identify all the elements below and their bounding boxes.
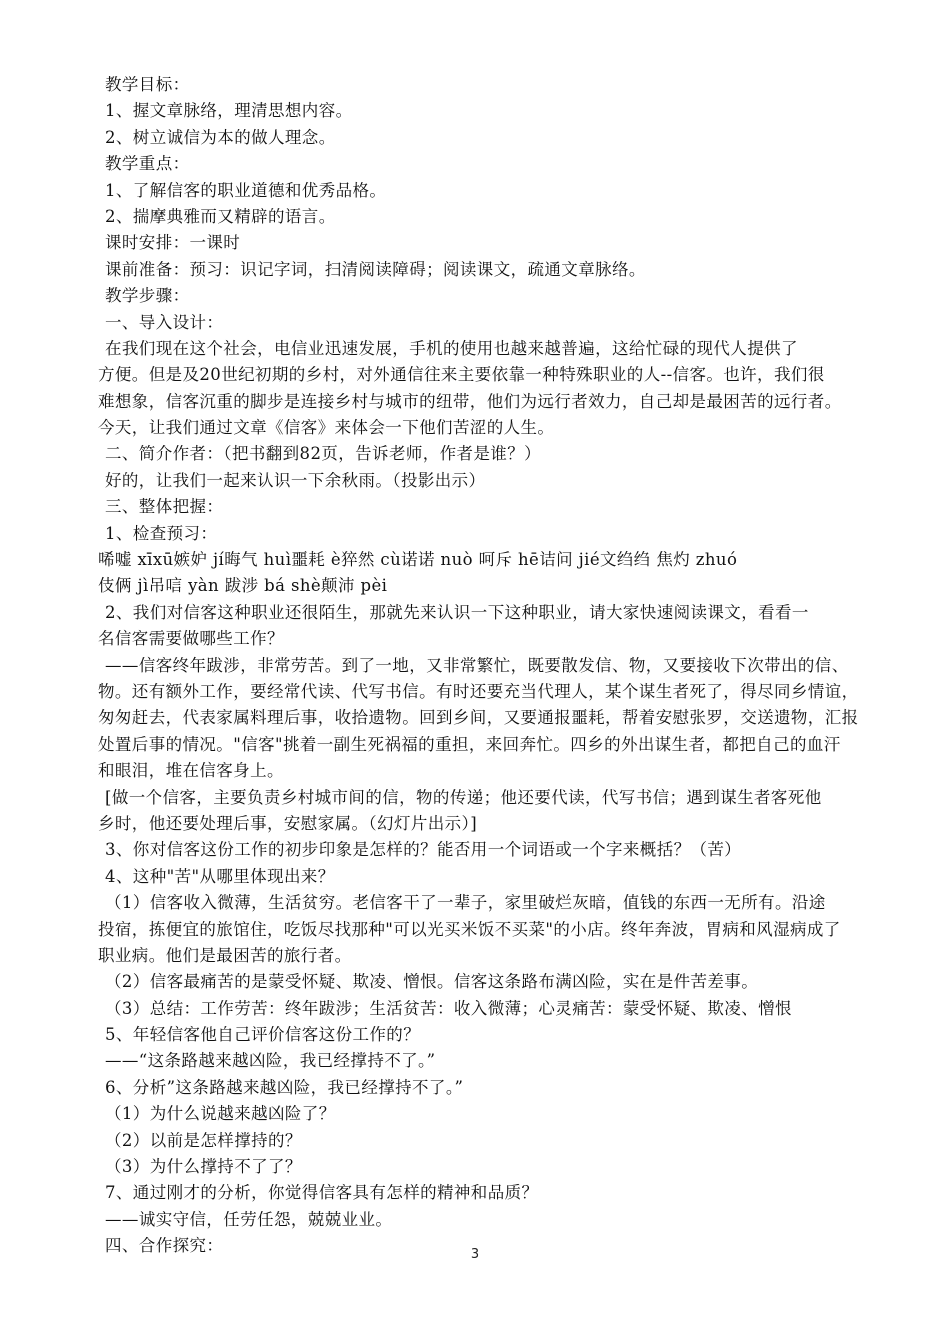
text-line: （3）为什么撑持不了了？: [105, 1157, 302, 1177]
text-line: 课前准备：预习：识记字词，扫清阅读障碍；阅读课文，疏通文章脉络。: [105, 259, 646, 279]
text-line: （2）以前是怎样撑持的？: [105, 1130, 302, 1150]
text-line: 乡时，他还要处理后事，安慰家属。（幻灯片出示）]: [98, 813, 478, 833]
text-line: 2、我们对信客这种职业还很陌生，那就先来认识一下这种职业，请大家快速阅读课文，看看一: [105, 602, 809, 622]
page-number: 3: [470, 1247, 480, 1262]
text-line: [做一个信客，主要负责乡村城市间的信，物的传递；他还要代读，代写书信；遇到谋生者客死他: [105, 787, 822, 807]
text-line: 2、树立诚信为本的做人理念。: [105, 127, 336, 147]
text-line: 二、简介作者：（把书翻到82页，告诉老师，作者是谁？）: [105, 444, 542, 464]
text-line: 伎俩 jì吊唁 yàn 跋涉 bá shè颠沛 pèi: [98, 576, 388, 596]
text-line: 4、这种"苦"从哪里体现出来？: [105, 866, 335, 886]
text-line: ——“这条路越来越凶险，我已经撑持不了。”: [105, 1051, 436, 1071]
text-line: 1、检查预习：: [105, 523, 218, 543]
text-line: 教学目标：: [105, 75, 190, 94]
text-line: 方便。但是及20世纪初期的乡村，对外通信往来主要依靠一种特殊职业的人--信客。也许，我们很: [98, 365, 825, 385]
text-line: 5、年轻信客他自己评价信客这份工作的？: [105, 1025, 421, 1045]
text-line: 2、揣摩典雅而又精辟的语言。: [105, 206, 336, 226]
text-line: （2）信客最痛苦的是蒙受怀疑、欺凌、憎恨。信客这条路布满凶险，实在是件苦差事。: [105, 972, 759, 992]
text-line: 唏嘘 xīxū嫉妒 jí晦气 huì噩耗 è猝然 cù诺诺 nuò 呵斥 hē诘问 jié文绉绉 焦灼 zhuó: [98, 550, 738, 570]
text-line: 匆匆赶去，代表家属料理后事，收拾遗物。回到乡间，又要通报噩耗，帮着安慰张罗，交送遗物，汇报: [98, 708, 859, 728]
text-line: 在我们现在这个社会，电信业迅速发展，手机的使用也越来越普遍，这给忙碌的现代人提供了: [105, 338, 798, 358]
text-line: （1）为什么说越来越凶险了？: [105, 1104, 336, 1124]
text-line: 难想象，信客沉重的脚步是连接乡村与城市的纽带，他们为远行者效力，自己却是最困苦的远行者。: [98, 391, 842, 411]
text-line: 今天，让我们通过文章《信客》来体会一下他们苦涩的人生。: [98, 418, 555, 438]
text-line: 和眼泪，堆在信客身上。: [98, 761, 284, 781]
text-line: （1）信客收入微薄，生活贫穷。老信客干了一辈子，家里破烂灰暗，值钱的东西一无所有。沿途: [105, 893, 826, 913]
text-line: 职业病。他们是最困苦的旅行者。: [98, 945, 352, 965]
text-line: 1、了解信客的职业道德和优秀品格。: [105, 180, 387, 200]
text-line: 物。还有额外工作，要经常代读、代写书信。有时还要充当代理人，某个谋生者死了，得尽同乡情谊，: [98, 681, 859, 701]
text-line: ——诚实守信，任劳任怨，兢兢业业。: [105, 1209, 393, 1229]
text-line: ——信客终年跋涉，非常劳苦。到了一地，又非常繁忙，既要散发信、物，又要接收下次带出的信、: [105, 655, 849, 675]
text-line: 教学重点：: [105, 154, 190, 174]
lesson-plan-body: [98, 72, 895, 1260]
text-line: 投宿，拣便宜的旅馆住，吃饭尽找那种"可以光买米饭不买菜"的小店。终年奔波，胃病和风湿病成了: [98, 919, 841, 939]
text-line: 7、通过刚才的分析，你觉得信客具有怎样的精神和品质？: [105, 1183, 539, 1203]
text-line: 处置后事的情况。"信客"挑着一副生死祸福的重担，来回奔忙。四乡的外出谋生者，都把自己的血汗: [98, 734, 841, 754]
text-line: 三、整体把握：: [105, 497, 224, 517]
text-line: 课时安排：一课时: [105, 233, 241, 253]
text-line: 好的，让我们一起来认识一下余秋雨。（投影出示）: [105, 470, 486, 490]
text-line: 四、合作探究：: [105, 1236, 224, 1256]
text-line: 1、握文章脉络，理清思想内容。: [105, 101, 353, 121]
text-line: （3）总结：工作劳苦：终年跋涉；生活贫苦：收入微薄；心灵痛苦：蒙受怀疑、欺凌、憎恨: [105, 998, 792, 1018]
text-line: 6、分析”这条路越来越凶险，我已经撑持不了。”: [105, 1077, 464, 1097]
text-line: 3、你对信客这份工作的初步印象是怎样的？能否用一个词语或一个字来概括？（苦）: [105, 840, 742, 860]
text-line: 教学步骤：: [105, 286, 190, 306]
text-line: 名信客需要做哪些工作？: [98, 629, 284, 649]
text-line: 一、导入设计：: [105, 312, 224, 332]
